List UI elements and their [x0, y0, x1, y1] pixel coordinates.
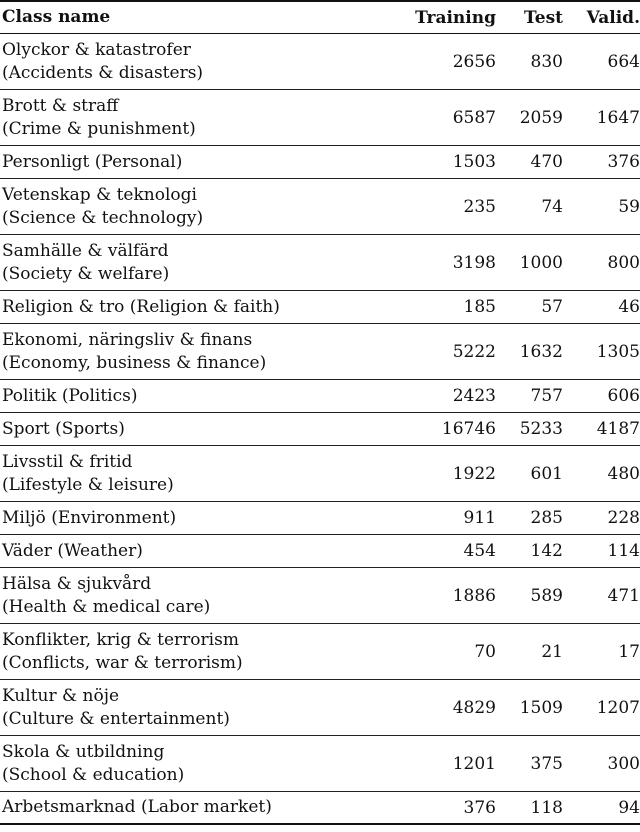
test-count-cell: 5233	[519, 419, 563, 439]
training-count-cell: 4829	[452, 697, 496, 718]
class-name-cell	[0, 451, 392, 497]
valid-count-cell: 4187	[596, 419, 640, 439]
valid-count-cell: 59	[618, 196, 640, 217]
class-name-line: Livsstil & fritid	[2, 451, 133, 472]
training-count-cell: 1201	[452, 753, 496, 774]
test-count-cell: 601	[530, 463, 563, 484]
class-name-cell	[0, 540, 392, 563]
class-name-line: (Society & welfare)	[2, 263, 170, 284]
valid-count-cell: 471	[607, 585, 640, 606]
training-count-cell: 2423	[452, 386, 496, 406]
test-count-cell: 285	[530, 508, 563, 528]
class-name-line: Vetenskap & teknologi	[2, 184, 197, 205]
class-name-cell	[0, 573, 392, 619]
class-name-cell	[0, 151, 392, 174]
valid-count-cell: 46	[618, 297, 640, 317]
class-name-line: Konflikter, krig & terrorism	[2, 629, 239, 650]
test-count-cell: 74	[541, 196, 563, 217]
training-count-cell: 911	[463, 508, 496, 528]
class-name-cell	[0, 796, 392, 819]
table-row	[0, 324, 640, 380]
class-name-line: Sport (Sports)	[2, 418, 125, 439]
class-name-line: Väder (Weather)	[2, 540, 143, 561]
class-name-line: (Health & medical care)	[2, 596, 211, 617]
class-name-line: Ekonomi, näringsliv & finans	[2, 329, 253, 350]
training-count-cell: 1886	[452, 585, 496, 606]
valid-count-cell: 1207	[596, 697, 640, 718]
class-name-line: Skola & utbildning	[2, 741, 165, 762]
table-row	[0, 179, 640, 235]
class-name-line: (Accidents & disasters)	[2, 62, 204, 83]
class-name-line: Hälsa & sjukvård	[2, 573, 152, 594]
class-name-cell	[0, 629, 392, 675]
header-training: Training	[415, 7, 496, 28]
training-count-cell: 185	[463, 297, 496, 317]
class-name-line: Religion & tro (Religion & faith)	[2, 296, 280, 317]
valid-count-cell: 114	[607, 541, 640, 561]
table-row	[0, 291, 640, 324]
table-row	[0, 624, 640, 680]
table-row	[0, 792, 640, 825]
table-body	[0, 34, 640, 825]
valid-count-cell: 17	[618, 641, 640, 662]
class-name-cell	[0, 95, 392, 141]
class-name-line: Brott & straff	[2, 95, 119, 116]
test-count-cell: 142	[530, 541, 563, 561]
table-row	[0, 502, 640, 535]
class-name-cell	[0, 39, 392, 85]
valid-count-cell: 300	[607, 753, 640, 774]
header-valid: Valid.	[586, 7, 640, 28]
class-name-line: (School & education)	[2, 764, 185, 785]
class-name-cell	[0, 685, 392, 731]
header-test: Test	[524, 7, 563, 28]
class-name-cell	[0, 296, 392, 319]
valid-count-cell: 1647	[596, 107, 640, 128]
class-name-line: Kultur & nöje	[2, 685, 120, 706]
table-row	[0, 146, 640, 179]
class-name-line: (Crime & punishment)	[2, 118, 196, 139]
test-count-cell: 1509	[519, 697, 563, 718]
training-count-cell: 1922	[452, 463, 496, 484]
test-count-cell: 757	[530, 386, 563, 406]
table-row	[0, 535, 640, 568]
class-name-cell	[0, 385, 392, 408]
test-count-cell: 1000	[519, 252, 563, 273]
class-name-cell	[0, 240, 392, 286]
test-count-cell: 470	[530, 152, 563, 172]
table-row	[0, 413, 640, 446]
test-count-cell: 830	[530, 51, 563, 72]
table-row	[0, 680, 640, 736]
table-row	[0, 90, 640, 146]
class-name-line: (Lifestyle & leisure)	[2, 474, 174, 495]
training-count-cell: 235	[463, 196, 496, 217]
class-name-line: Personligt (Personal)	[2, 151, 183, 172]
training-count-cell: 5222	[452, 341, 496, 362]
valid-count-cell: 480	[607, 463, 640, 484]
training-count-cell: 376	[463, 797, 496, 818]
table-row	[0, 380, 640, 413]
training-count-cell: 6587	[452, 107, 496, 128]
training-count-cell: 1503	[452, 152, 496, 172]
class-name-line: Samhälle & välfärd	[2, 240, 169, 261]
test-count-cell: 2059	[519, 107, 563, 128]
test-count-cell: 1632	[519, 341, 563, 362]
valid-count-cell: 606	[607, 386, 640, 406]
class-name-line: (Culture & entertainment)	[2, 708, 230, 729]
test-count-cell: 57	[541, 297, 563, 317]
valid-count-cell: 94	[618, 797, 640, 818]
class-name-line: Olyckor & katastrofer	[2, 39, 191, 60]
class-name-cell	[0, 418, 392, 441]
table-row	[0, 446, 640, 502]
test-count-cell: 375	[530, 753, 563, 774]
test-count-cell: 21	[541, 641, 563, 662]
valid-count-cell: 376	[607, 152, 640, 172]
class-name-cell	[0, 507, 392, 530]
class-name-line: (Economy, business & finance)	[2, 352, 267, 373]
valid-count-cell: 1305	[596, 341, 640, 362]
table-row	[0, 568, 640, 624]
class-name-line: Politik (Politics)	[2, 385, 138, 406]
table-header-row	[0, 0, 640, 34]
training-count-cell: 3198	[452, 252, 496, 273]
valid-count-cell: 800	[607, 252, 640, 273]
valid-count-cell: 664	[607, 51, 640, 72]
training-count-cell: 16746	[441, 419, 496, 439]
test-count-cell: 118	[530, 797, 563, 818]
class-name-cell	[0, 329, 392, 375]
valid-count-cell: 228	[607, 508, 640, 528]
class-name-cell	[0, 741, 392, 787]
class-name-line: Arbetsmarknad (Labor market)	[2, 797, 272, 817]
header-class-name: Class name	[2, 7, 111, 27]
training-count-cell: 70	[474, 641, 496, 662]
training-count-cell: 2656	[452, 51, 496, 72]
class-name-cell	[0, 184, 392, 230]
table-row	[0, 736, 640, 792]
class-name-line: (Conflicts, war & terrorism)	[2, 652, 243, 673]
class-name-line: (Science & technology)	[2, 207, 204, 228]
test-count-cell: 589	[530, 585, 563, 606]
table-row	[0, 34, 640, 90]
table-row	[0, 235, 640, 291]
training-count-cell: 454	[463, 541, 496, 561]
class-name-line: Miljö (Environment)	[2, 507, 177, 528]
